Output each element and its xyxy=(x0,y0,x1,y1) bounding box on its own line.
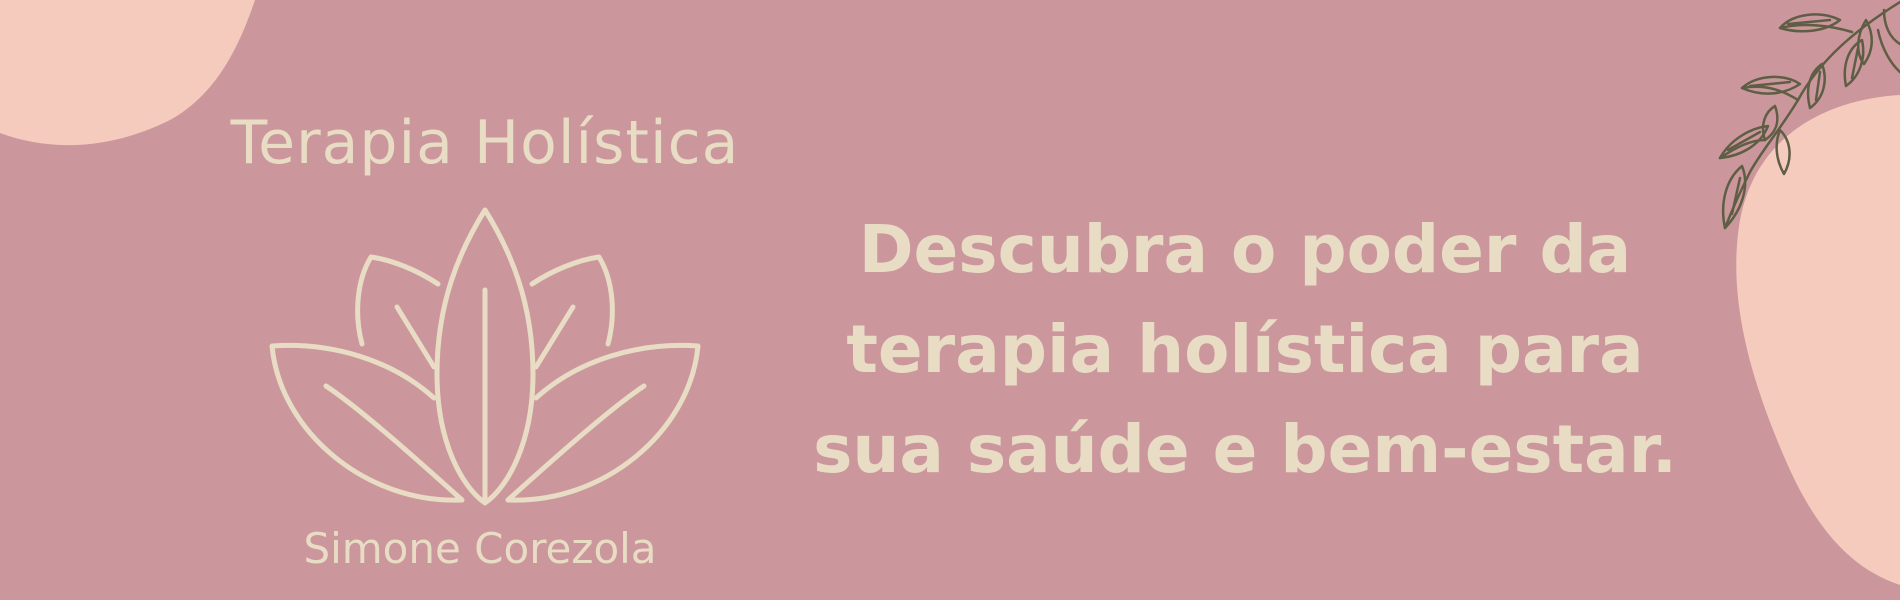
headline-line-3: sua saúde e bem-estar. xyxy=(813,411,1677,488)
headline-line-1: Descubra o poder da xyxy=(858,211,1632,288)
lotus-icon xyxy=(262,202,712,512)
headline-line-2: terapia holística para xyxy=(846,311,1644,388)
headline xyxy=(765,200,1725,500)
brand-title: Terapia Holística xyxy=(230,108,740,178)
leaf-branch-icon xyxy=(1680,0,1900,240)
author-name: Simone Corezola xyxy=(303,524,657,573)
